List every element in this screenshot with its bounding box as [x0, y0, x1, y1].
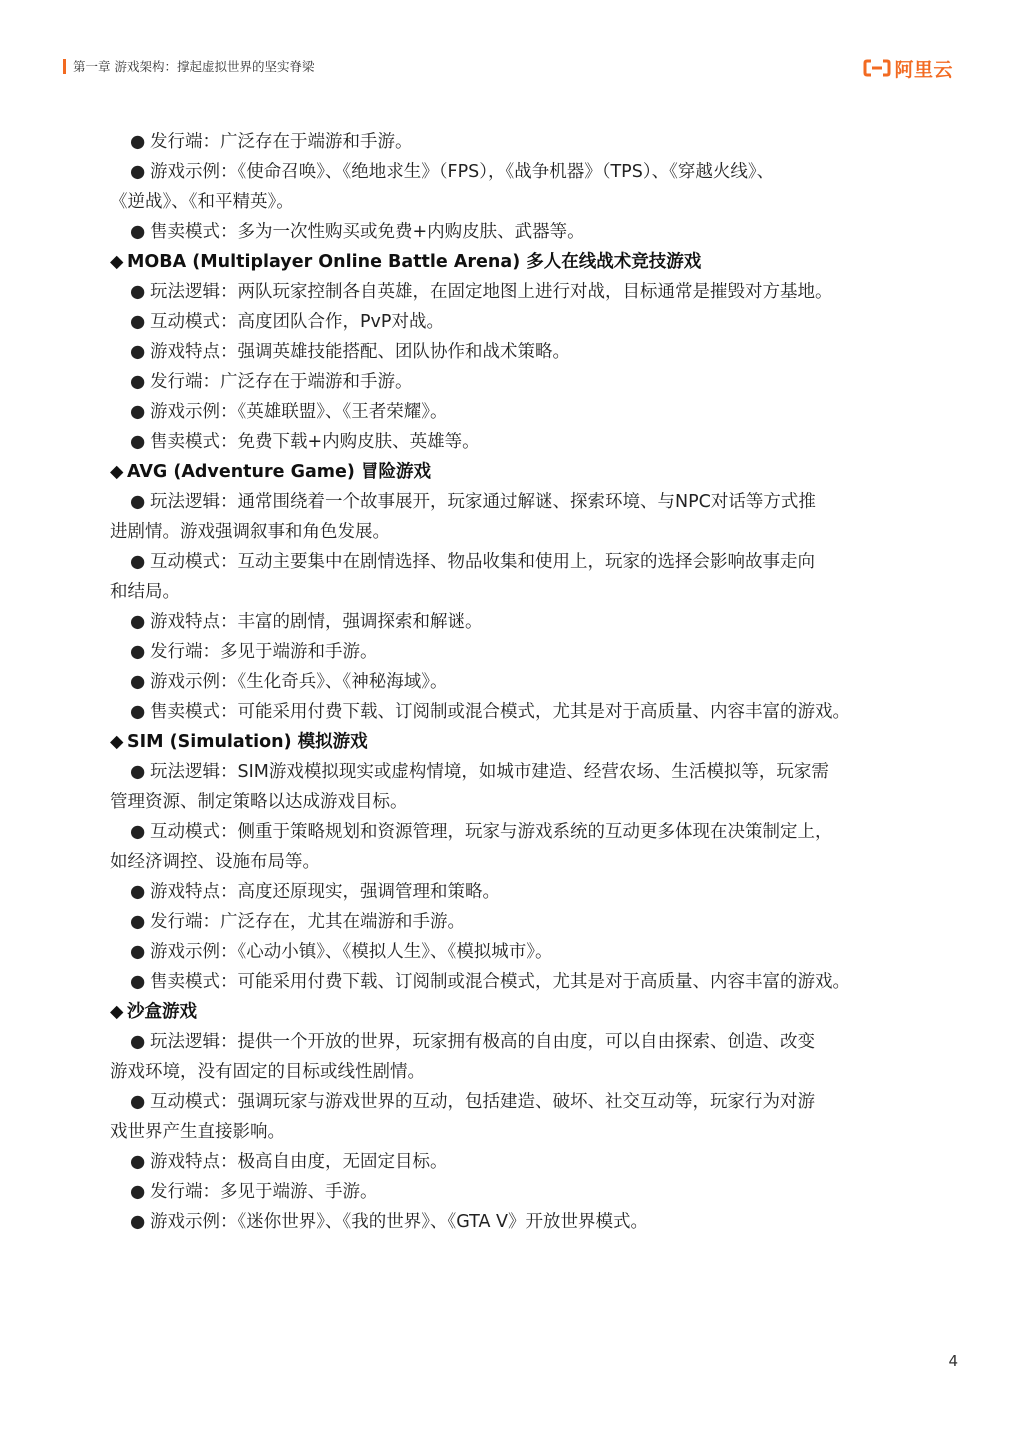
list-item: [130, 157, 774, 187]
list-item-text: 游戏示例：《心动小镇》、《模拟人生》、《模拟城市》。: [150, 942, 553, 962]
list-item: [130, 337, 570, 367]
bullet-icon: ●: [130, 282, 146, 302]
section-heading: [110, 457, 431, 487]
page-number: 4: [948, 1352, 958, 1370]
bullet-icon: ●: [130, 222, 146, 242]
list-item-text: 玩法逻辑：SIM游戏模拟现实或虚构情境，如城市建造、经营农场、生活模拟等，玩家需: [150, 762, 829, 782]
aliyun-logo: [863, 56, 953, 80]
bullet-icon: ●: [130, 942, 146, 962]
bullet-icon: ●: [130, 882, 146, 902]
list-item-text: 游戏示例：《英雄联盟》、《王者荣耀》。: [150, 402, 448, 422]
bullet-icon: ●: [130, 312, 146, 332]
list-item: [130, 547, 815, 577]
section-heading: [110, 247, 701, 277]
list-item-text: 售卖模式：免费下载+内购皮肤、英雄等。: [150, 432, 480, 452]
list-item: [130, 1087, 815, 1117]
bullet-icon: ●: [130, 972, 146, 992]
list-item: [130, 127, 413, 157]
list-item-text: 互动模式：互动主要集中在剧情选择、物品收集和使用上，玩家的选择会影响故事走向: [150, 552, 815, 572]
list-item: [130, 817, 833, 847]
list-item-text: 玩法逻辑：通常围绕着一个故事展开，玩家通过解谜、探索环境、与NPC对话等方式推: [150, 492, 816, 512]
list-item-text: 发行端：多见于端游、手游。: [150, 1182, 378, 1202]
list-item-text: 互动模式：强调玩家与游戏世界的互动，包括建造、破坏、社交互动等，玩家行为对游: [150, 1092, 815, 1112]
section-title: SIM (Simulation) 模拟游戏: [127, 732, 368, 752]
list-item-text: 游戏示例：《使命召唤》、《绝地求生》（FPS），《战争机器》（TPS）、《穿越火线》、: [150, 162, 775, 182]
bullet-icon: ●: [130, 642, 146, 662]
bullet-icon: ●: [130, 1212, 146, 1232]
list-item-text: 玩法逻辑：两队玩家控制各自英雄，在固定地图上进行对战，目标通常是摧毁对方基地。: [150, 282, 833, 302]
list-item: [130, 607, 483, 637]
section-title: AVG (Adventure Game) 冒险游戏: [127, 462, 431, 482]
list-item-text: 游戏特点：高度还原现实，强调管理和策略。: [150, 882, 500, 902]
list-item-continuation: 进剧情。游戏强调叙事和角色发展。: [110, 522, 390, 542]
list-item-text: 售卖模式：多为一次性购买或免费+内购皮肤、武器等。: [150, 222, 585, 242]
list-item: [130, 307, 444, 337]
header-accent-bar: [63, 59, 66, 74]
bullet-icon: ●: [130, 612, 146, 632]
bullet-icon: ●: [130, 1182, 146, 1202]
bullet-icon: ●: [130, 432, 146, 452]
list-item-text: 玩法逻辑：提供一个开放的世界，玩家拥有极高的自由度，可以自由探索、创造、改变: [150, 1032, 815, 1052]
section-heading: [110, 727, 368, 757]
section-title: 沙盒游戏: [127, 1002, 197, 1022]
bullet-icon: ●: [130, 492, 146, 512]
bullet-icon: ●: [130, 1032, 146, 1052]
aliyun-bracket-logo-icon: [863, 59, 891, 77]
list-item-continuation: 如经济调控、设施布局等。: [110, 852, 320, 872]
list-item: [130, 757, 829, 787]
list-item-text: 互动模式：侧重于策略规划和资源管理，玩家与游戏系统的互动更多体现在决策制定上，: [150, 822, 833, 842]
list-item: [130, 397, 448, 427]
list-item-text: 发行端：广泛存在于端游和手游。: [150, 132, 413, 152]
list-item-continuation: 戏世界产生直接影响。: [110, 1122, 285, 1142]
list-item: [130, 1177, 378, 1207]
bullet-icon: ●: [130, 1092, 146, 1112]
list-item: [130, 217, 585, 247]
list-item: [130, 427, 480, 457]
list-item-continuation: 和结局。: [110, 582, 180, 602]
diamond-bullet-icon: ◆: [110, 462, 124, 482]
logo-text: 阿里云: [894, 58, 953, 81]
list-item-text: 发行端：广泛存在于端游和手游。: [150, 372, 413, 392]
section-title: MOBA (Multiplayer Online Battle Arena) 多人在线战术竞技游戏: [127, 252, 702, 272]
list-item-text: 售卖模式：可能采用付费下载、订阅制或混合模式，尤其是对于高质量、内容丰富的游戏。: [150, 972, 850, 992]
list-item-text: 游戏特点：丰富的剧情，强调探索和解谜。: [150, 612, 483, 632]
bullet-icon: ●: [130, 762, 146, 782]
list-item: [130, 967, 850, 997]
list-item: [130, 637, 378, 667]
bullet-icon: ●: [130, 162, 146, 182]
list-item-text: 游戏示例：《生化奇兵》、《神秘海域》。: [150, 672, 448, 692]
list-item-text: 互动模式：高度团队合作，PvP对战。: [150, 312, 444, 332]
bullet-icon: ●: [130, 402, 146, 422]
bullet-icon: ●: [130, 342, 146, 362]
bullet-icon: ●: [130, 912, 146, 932]
list-item-text: 游戏特点：极高自由度，无固定目标。: [150, 1152, 448, 1172]
bullet-icon: ●: [130, 1152, 146, 1172]
bullet-icon: ●: [130, 552, 146, 572]
list-item-text: 发行端：多见于端游和手游。: [150, 642, 378, 662]
list-item-continuation: 管理资源、制定策略以达成游戏目标。: [110, 792, 408, 812]
list-item-text: 售卖模式：可能采用付费下载、订阅制或混合模式，尤其是对于高质量、内容丰富的游戏。: [150, 702, 850, 722]
bullet-icon: ●: [130, 822, 146, 842]
list-item: [130, 667, 448, 697]
list-item: [130, 277, 833, 307]
list-item: [130, 937, 553, 967]
chapter-title: 第一章 游戏架构：撑起虚拟世界的坚实脊梁: [73, 59, 315, 74]
section-heading: [110, 997, 197, 1027]
list-item-continuation: 游戏环境，没有固定的目标或线性剧情。: [110, 1062, 425, 1082]
bullet-icon: ●: [130, 372, 146, 392]
bullet-icon: ●: [130, 672, 146, 692]
bullet-icon: ●: [130, 702, 146, 722]
bullet-icon: ●: [130, 132, 146, 152]
page-header: [63, 56, 953, 82]
diamond-bullet-icon: ◆: [110, 1002, 124, 1022]
list-item: [130, 1147, 448, 1177]
list-item-continuation: 《逆战》、《和平精英》。: [110, 192, 294, 212]
list-item: [130, 907, 465, 937]
list-item: [130, 1027, 815, 1057]
list-item: [130, 877, 500, 907]
list-item: [130, 1207, 648, 1237]
list-item-text: 发行端：广泛存在，尤其在端游和手游。: [150, 912, 465, 932]
list-item: [130, 697, 850, 727]
diamond-bullet-icon: ◆: [110, 732, 124, 752]
list-item-text: 游戏示例：《迷你世界》、《我的世界》、《GTA V》开放世界模式。: [150, 1212, 649, 1232]
diamond-bullet-icon: ◆: [110, 252, 124, 272]
list-item: [130, 487, 816, 517]
list-item: [130, 367, 413, 397]
list-item-text: 游戏特点：强调英雄技能搭配、团队协作和战术策略。: [150, 342, 570, 362]
